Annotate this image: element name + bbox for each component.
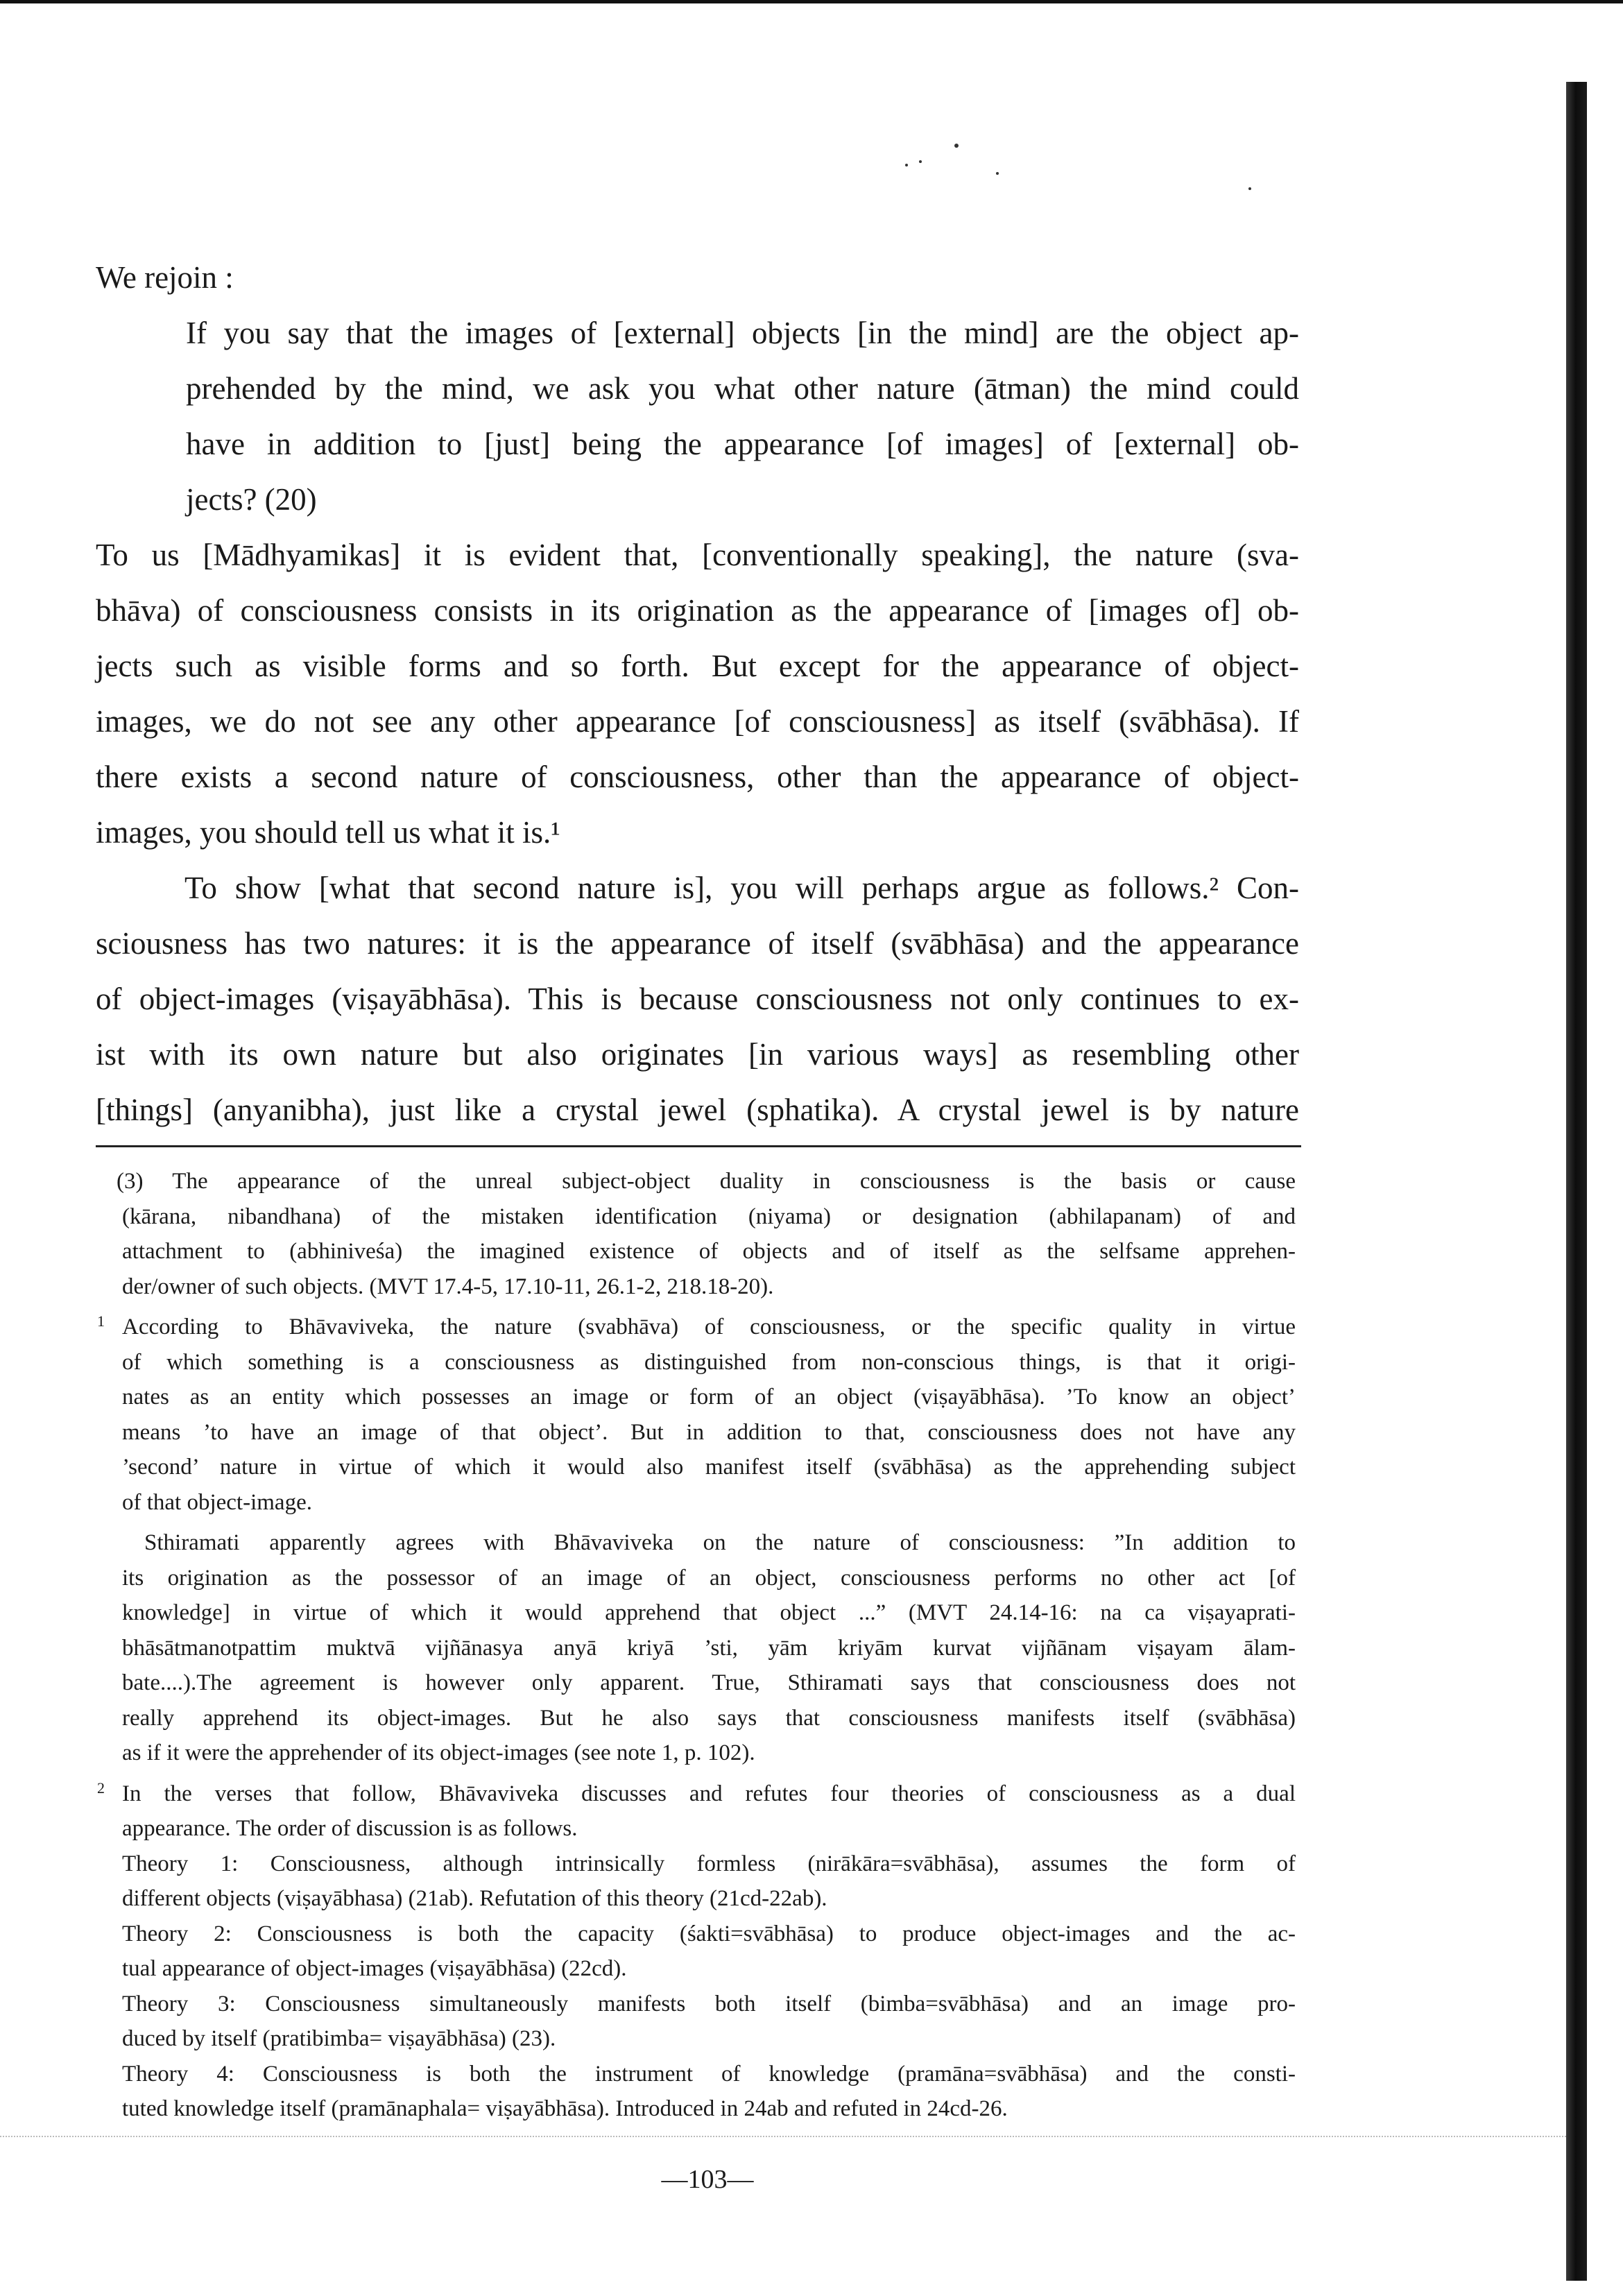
footnote-line: as if it were the apprehender of its object-images (see note 1, p. 102). — [122, 1740, 755, 1765]
paragraph-line: ist with its own nature but also originates [in various ways] as resembling other — [96, 1037, 1299, 1072]
theory-line: tuted knowledge itself (pramānaphala= viṣayābhāsa). Introduced in 24ab and refuted in 24cd-26. — [122, 2096, 1008, 2121]
paragraph-line: images, we do not see any other appearance [of consciousness] as itself (svābhāsa). If — [96, 704, 1299, 739]
main-body-text — [96, 250, 1299, 1138]
footnote-line: der/owner of such objects. (MVT 17.4-5, 17.10-11, 26.1-2, 218.18-20). — [122, 1274, 774, 1299]
opening-line: We rejoin : — [96, 260, 234, 295]
footnotes — [97, 1164, 1296, 2127]
theory-line: Theory 3: Consciousness simultaneously manifests both itself (bimba=svābhāsa) and an image pro- — [122, 1991, 1296, 2016]
footnote-line: (kārana, nibandhana) of the mistaken identification (niyama) or designation (abhilapanam) of and — [122, 1203, 1296, 1229]
footnote-line: ’second’ nature in virtue of which it would also manifest itself (svābhāsa) as the apprehending subject — [122, 1455, 1296, 1480]
verse-line: jects? (20) — [186, 482, 317, 517]
scan-binding-edge — [1566, 82, 1587, 2281]
scan-speck — [954, 144, 959, 148]
footnote-line: really apprehend its object-images. But he also says that consciousness manifests itself (svābhāsa) — [122, 1705, 1296, 1731]
scan-speck — [1248, 187, 1251, 190]
footnote-1 — [97, 1310, 1296, 1771]
bottom-margin-rule — [0, 2136, 1566, 2137]
theory-line: tual appearance of object-images (viṣayābhāsa) (22cd). — [122, 1956, 627, 1981]
footnote-line: its origination as the possessor of an image of an object, consciousness performs no other act [of — [122, 1565, 1296, 1591]
footnote-line: According to Bhāvaviveka, the nature (svabhāva) of consciousness, or the specific quality in virtue — [122, 1314, 1296, 1339]
footnote-line: of which something is a consciousness as distinguished from non-conscious things, is that it origi- — [122, 1349, 1296, 1375]
paragraph-line: bhāva) of consciousness consists in its origination as the appearance of [images of] ob- — [96, 593, 1299, 628]
footnote-marker: 1 — [97, 1312, 105, 1330]
page-top-border — [0, 0, 1623, 3]
page-number: —103— — [661, 2165, 754, 2194]
footnote-line: bate....).The agreement is however only apparent. True, Sthiramati says that consciousness does not — [122, 1670, 1296, 1695]
footnote-line: (3) The appearance of the unreal subject-object duality in consciousness is the basis or cause — [117, 1169, 1296, 1194]
paragraph-line: images, you should tell us what it is.¹ — [96, 815, 560, 850]
paragraph-line: jects such as visible forms and so forth. But except for the appearance of object- — [96, 649, 1299, 683]
footnote-2 — [97, 1776, 1296, 2127]
scan-speck — [905, 164, 908, 166]
paragraph-line: of object-images (viṣayābhāsa). This is because consciousness not only continues to ex- — [96, 982, 1299, 1016]
footnote-marker: 2 — [97, 1779, 105, 1797]
theory-line: Theory 2: Consciousness is both the capacity (śakti=svābhāsa) to produce object-images and the ac- — [122, 1921, 1296, 1946]
theory-line: duced by itself (pratibimba= viṣayābhāsa) (23). — [122, 2026, 556, 2051]
paragraph-line: To show [what that second nature is], you will perhaps argue as follows.² Con- — [184, 871, 1299, 905]
theory-line: Theory 4: Consciousness is both the instrument of knowledge (pramāna=svābhāsa) and the consti- — [122, 2061, 1296, 2087]
footnote-line: appearance. The order of discussion is as follows. — [122, 1816, 578, 1841]
footnote-line: In the verses that follow, Bhāvaviveka discusses and refutes four theories of consciousness as a dual — [122, 1781, 1296, 1806]
footnote-line: Sthiramati apparently agrees with Bhāvaviveka on the nature of consciousness: ”In addition to — [144, 1530, 1296, 1555]
verse-line: prehended by the mind, we ask you what other nature (ātman) the mind could — [186, 371, 1299, 406]
footnote-line: knowledge] in virtue of which it would apprehend that object ...” (MVT 24.14-16: na ca viṣayaprati- — [122, 1600, 1296, 1625]
verse-line: If you say that the images of [external] objects [in the mind] are the object ap- — [186, 316, 1299, 350]
theory-line: Theory 1: Consciousness, although intrinsically formless (nirākāra=svābhāsa), assumes the form of — [122, 1851, 1296, 1876]
paragraph-line: sciousness has two natures: it is the appearance of itself (svābhāsa) and the appearance — [96, 926, 1299, 961]
footnote-line: means ’to have an image of that object’. But in addition to that, consciousness does not have any — [122, 1419, 1296, 1445]
verse-line: have in addition to [just] being the appearance [of images] of [external] ob- — [186, 427, 1299, 461]
footnote-line: of that object-image. — [122, 1489, 312, 1515]
scan-speck — [996, 172, 999, 175]
footnote-separator — [96, 1145, 1301, 1147]
paragraph-line: [things] (anyanibha), just like a crystal jewel (sphatika). A crystal jewel is by nature — [96, 1093, 1299, 1127]
footnote-line: bhāsātmanotpattim muktvā vijñānasya anyā kriyā ’sti, yām kriyām kurvat vijñānam viṣayam ālam- — [122, 1635, 1296, 1661]
paragraph-line: there exists a second nature of consciousness, other than the appearance of object- — [96, 760, 1299, 794]
footnote-line: attachment to (abhiniveśa) the imagined existence of objects and of itself as the selfsame apprehen- — [122, 1239, 1296, 1264]
theory-line: different objects (viṣayābhasa) (21ab). Refutation of this theory (21cd-22ab). — [122, 1886, 827, 1911]
footnote-line: nates as an entity which possesses an image or form of an object (viṣayābhāsa). ’To know an object’ — [122, 1385, 1296, 1410]
scan-speck — [919, 160, 922, 163]
paragraph-line: To us [Mādhyamikas] it is evident that, [conventionally speaking], the nature (sva- — [96, 538, 1299, 572]
